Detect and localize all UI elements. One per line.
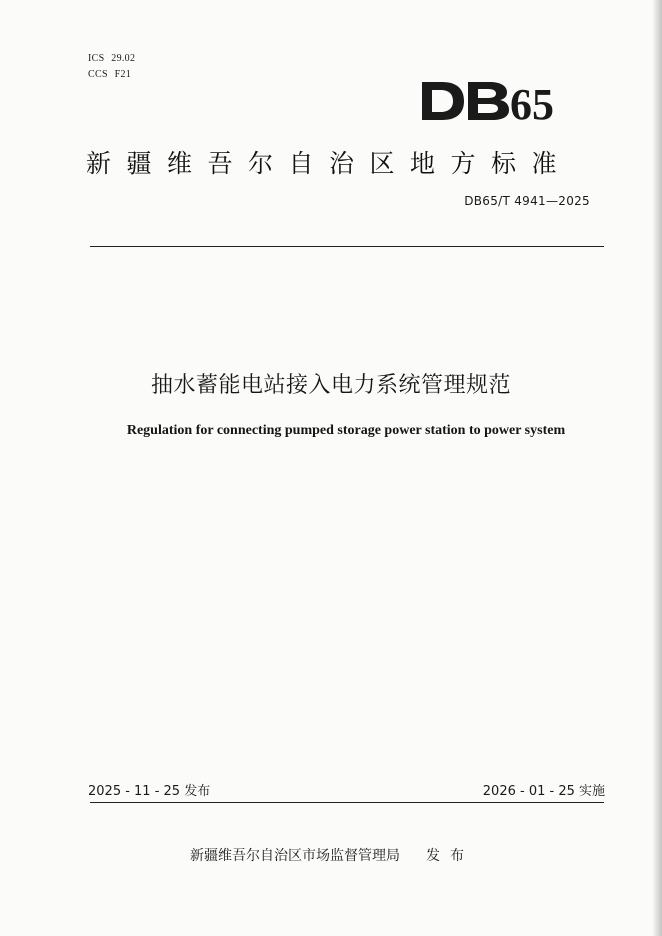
svg-text:65: 65 <box>510 80 554 124</box>
publisher-action: 发布 <box>426 848 474 864</box>
ics-label: ICS <box>88 53 105 64</box>
ics-classification <box>88 53 135 64</box>
bottom-divider <box>90 802 604 803</box>
ics-code: 29.02 <box>111 53 136 64</box>
ccs-classification <box>88 69 131 80</box>
document-title-english: Regulation for connecting pumped storage power station to power system <box>126 423 566 438</box>
scan-edge-shadow <box>652 0 662 936</box>
publisher-line <box>190 845 474 865</box>
top-divider <box>90 246 604 247</box>
db65-logo <box>420 78 570 124</box>
standard-number: DB65/T 4941—2025 <box>464 194 590 208</box>
publisher-name: 新疆维吾尔自治区市场监督管理局 <box>190 848 400 864</box>
ccs-label: CCS <box>88 69 108 80</box>
issue-date: 2025 - 11 - 25 发布 <box>88 784 211 799</box>
document-title-chinese: 抽水蓄能电站接入电力系统管理规范 <box>150 373 511 398</box>
organization-title: 新疆维吾尔自治区地方标准 <box>86 149 573 178</box>
ccs-code: F21 <box>114 69 132 80</box>
implementation-date: 2026 - 01 - 25 实施 <box>482 784 605 799</box>
